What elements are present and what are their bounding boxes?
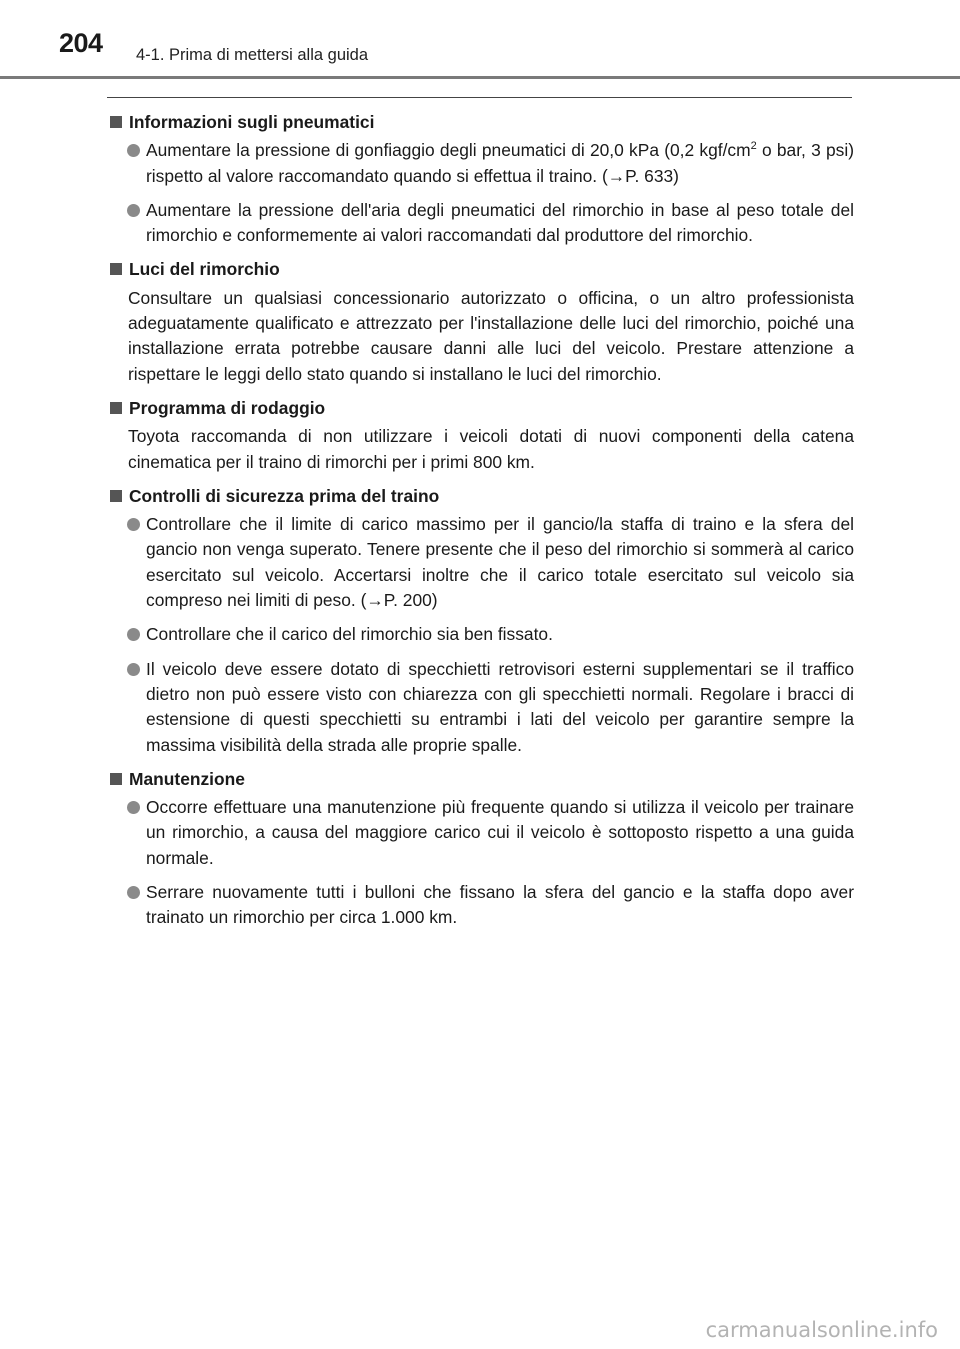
section-trailer-lights (109, 257, 854, 386)
round-bullet-icon (127, 663, 140, 676)
round-bullet-icon (127, 144, 140, 157)
document-body (109, 110, 854, 940)
superscript: 2 (750, 140, 757, 153)
section-maintenance (109, 767, 854, 931)
list-item (109, 795, 854, 871)
list-item-text-cont: o bar, 3 psi) rispetto al valore raccomandato quando si effettua il traino. (→P. 633) (146, 140, 855, 186)
list-item-text: Aumentare la pressione di gonfiaggio degli pneumatici di 20,0 kPa (0,2 kgf/cm (146, 140, 751, 161)
list-item-text: Controllare che il carico del rimorchio sia ben fissato. (146, 624, 553, 645)
round-bullet-icon (127, 628, 140, 641)
square-bullet-icon (110, 490, 122, 502)
list-item (109, 880, 854, 931)
square-bullet-icon (110, 263, 122, 275)
list-item-text: Serrare nuovamente tutti i bulloni che fissano la sfera del gancio e la staffa dopo aver trainato un rimorchio per circa 1.000 km. (146, 882, 854, 928)
list-item (109, 198, 854, 249)
list-item-text: Controllare che il limite di carico massimo per il gancio/la staffa di traino e la sfera del gancio non venga superato. Tenere presente che il peso del rimorchio si sommerà al carico esercitato sul veicolo. Accertarsi inoltre che il carico totale esercitato sul veicolo sia compreso nei limiti di peso. (→P. 200) (146, 514, 854, 611)
round-bullet-icon (127, 518, 140, 531)
paragraph: Consultare un qualsiasi concessionario autorizzato o officina, o un altro professionista adeguatamente qualificato e attrezzato per l'installazione delle luci del rimorchio, poiché una installazione errata potrebbe causare danni alle luci del veicolo. Prestare attenzione a rispettare le leggi dello stato quando si installano le luci del rimorchio. (128, 287, 854, 384)
list-item (109, 138, 854, 189)
section-safety-checks (109, 484, 854, 758)
section-heading (109, 396, 854, 421)
section-title: Programma di rodaggio (129, 397, 326, 418)
square-bullet-icon (110, 402, 122, 414)
list-item (109, 657, 854, 758)
section-heading (109, 767, 854, 792)
section-break-in (109, 396, 854, 475)
section-title: Luci del rimorchio (129, 259, 280, 280)
section-title: Controlli di sicurezza prima del traino (129, 485, 440, 506)
square-bullet-icon (110, 773, 122, 785)
section-title: Manutenzione (129, 768, 245, 789)
page-number: 204 (59, 28, 103, 58)
section-heading (109, 110, 854, 135)
list-item (109, 512, 854, 613)
content-divider (107, 97, 852, 98)
square-bullet-icon (110, 116, 122, 128)
list-item-text: Occorre effettuare una manutenzione più frequente quando si utilizza il veicolo per trainare un rimorchio, a causa del maggiore carico cui il veicolo è sottoposto rispetto a una guida normale. (146, 797, 854, 868)
chapter-title: 4-1. Prima di mettersi alla guida (136, 46, 369, 64)
list-item-text: Aumentare la pressione dell'aria degli pneumatici del rimorchio in base al peso totale del rimorchio e conformemente ai valori raccomandati dal produttore del rimorchio. (146, 199, 854, 246)
section-heading (109, 484, 854, 509)
section-heading (109, 257, 854, 282)
watermark: carmanualsonline.info (705, 1318, 938, 1342)
list-item-text: Il veicolo deve essere dotato di specchietti retrovisori esterni supplementari se il traffico dietro non può essere visto con chiarezza con gli specchietti normali. Regolare i bracci di estensione di questi specchietti su entrambi i lati del veicolo per garantire sempre la massima visibilità della strada alle proprie spalle. (146, 658, 854, 755)
header-divider (0, 76, 960, 79)
round-bullet-icon (127, 886, 140, 899)
page-header (0, 0, 960, 80)
round-bullet-icon (127, 801, 140, 814)
section-tire-info (109, 110, 854, 248)
section-title: Informazioni sugli pneumatici (129, 112, 375, 132)
paragraph: Toyota raccomanda di non utilizzare i veicoli dotati di nuovi componenti della catena cinematica per il traino di rimorchi per i primi 800 km. (128, 426, 854, 472)
list-item (109, 622, 854, 647)
round-bullet-icon (127, 204, 140, 217)
